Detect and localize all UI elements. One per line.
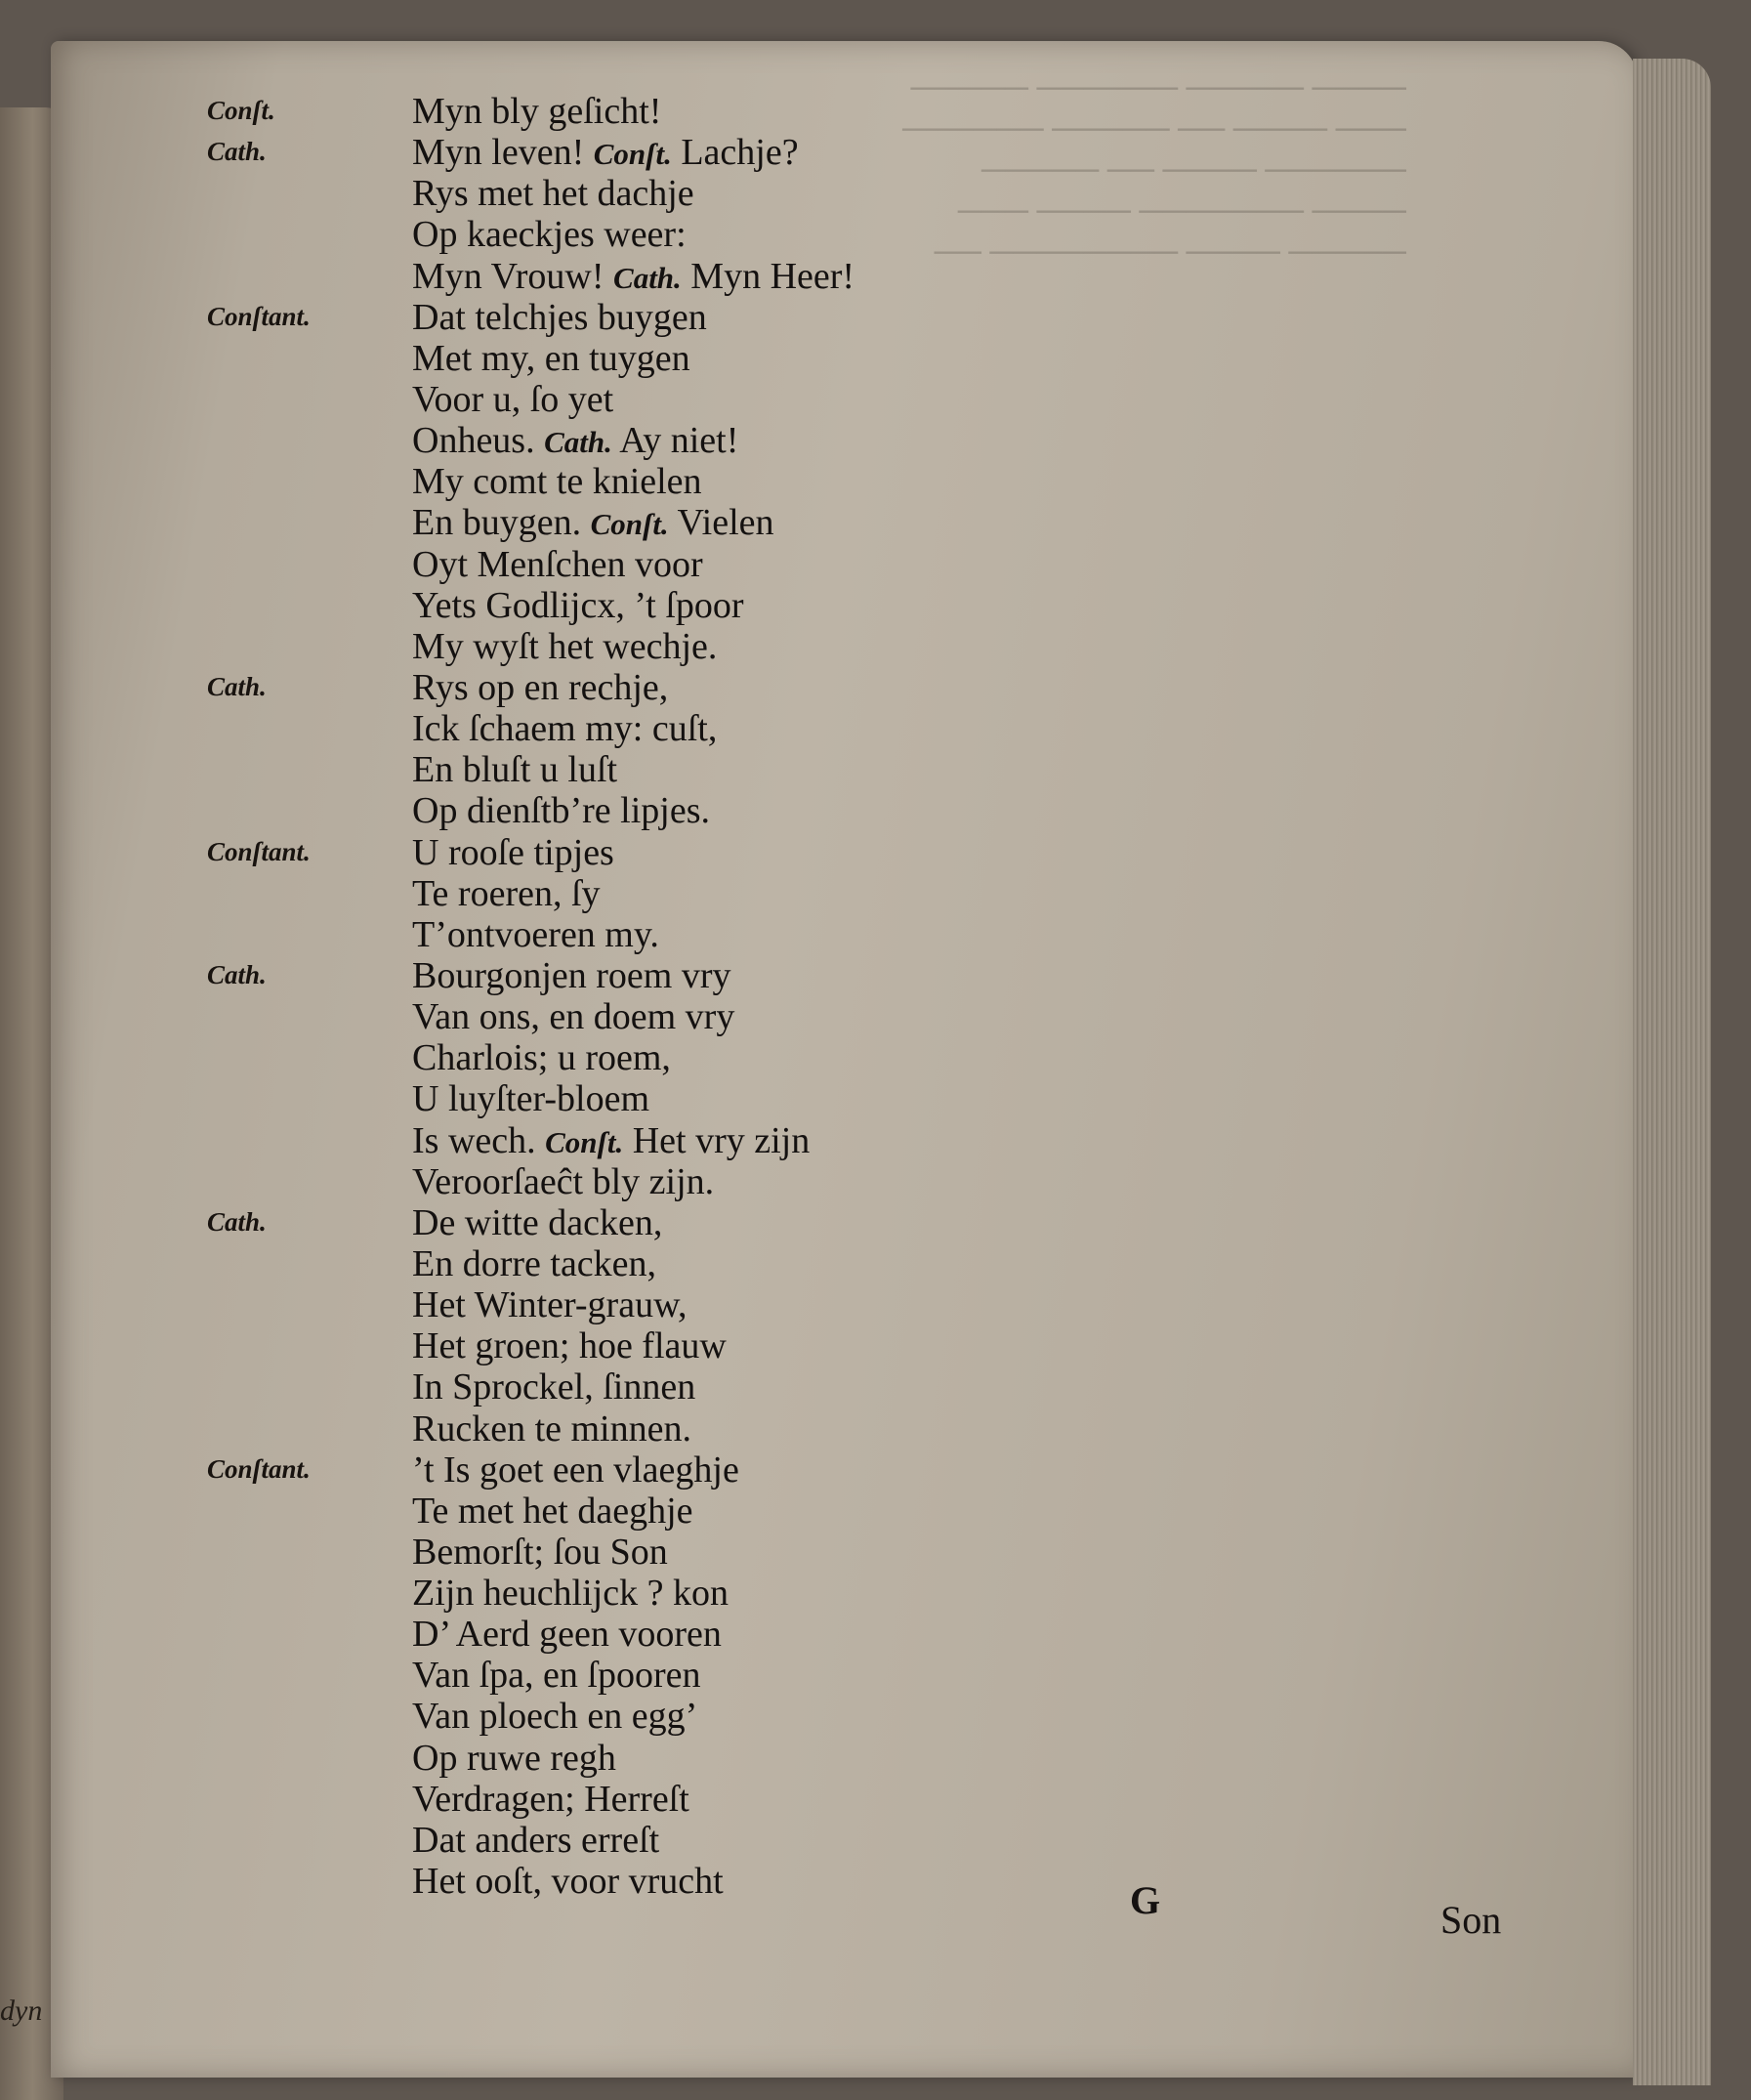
verse-segment: Myn Vrouw!	[412, 255, 614, 297]
verse-line	[207, 378, 969, 419]
verse-segment: Onheus.	[412, 420, 545, 462]
verse-text	[412, 1324, 727, 1367]
verse-text	[412, 255, 855, 298]
verse-text	[412, 1778, 689, 1821]
verse-text	[412, 789, 710, 832]
verse-segment: My comt te knielen	[412, 461, 702, 503]
verse-segment: Vielen	[668, 502, 774, 544]
page-stack-edge	[1633, 59, 1711, 2085]
verse-line	[207, 543, 969, 584]
verse-line	[207, 1160, 969, 1201]
verse-segment: En buygen.	[412, 502, 591, 544]
verse-text	[412, 831, 614, 874]
verse-text	[412, 213, 687, 256]
verse-text	[412, 1036, 671, 1079]
speaker-label: Conſt.	[207, 96, 275, 125]
verse-text	[412, 1160, 714, 1203]
verse-line	[207, 1242, 969, 1283]
verse-line	[207, 1860, 969, 1901]
show-through-text: ──── ───── ────── ───── ─── ──── ── ───── ────── ────── ──── ── ───── ──── ─────── ──── ─── ───── ──── ──────── ──	[902, 70, 1406, 271]
verse-text	[412, 1077, 649, 1120]
verse-segment: Myn Heer!	[681, 255, 855, 297]
verse-line	[207, 1077, 969, 1118]
verse-line	[207, 1819, 969, 1860]
verse-segment: Verdragen; Herreſt	[412, 1778, 689, 1820]
verse-line	[207, 1531, 969, 1572]
speaker-label: Cath.	[207, 959, 267, 989]
verse-text	[412, 748, 617, 791]
verse-segment: Dat anders erreſt	[412, 1819, 660, 1861]
verse-line	[207, 1324, 969, 1365]
verse-line	[207, 1365, 969, 1407]
verse-text	[412, 501, 774, 544]
verse-text	[412, 1654, 700, 1697]
facing-page-fragment: dyn	[0, 1995, 43, 2027]
verse-line	[207, 625, 969, 666]
verse-line	[207, 172, 969, 213]
verse-line	[207, 831, 969, 872]
inline-speaker-label: Cath.	[544, 425, 612, 460]
verse-segment: Myn leven!	[412, 132, 594, 174]
verse-line	[207, 666, 969, 707]
verse-line	[207, 1449, 969, 1490]
verse-segment: Oyt Menſchen voor	[412, 543, 703, 585]
speaker-label: Conſtant.	[207, 836, 311, 866]
inline-speaker-label: Conſt.	[590, 507, 669, 542]
verse-text	[412, 1695, 697, 1738]
verse-line	[207, 789, 969, 830]
verse-line	[207, 1695, 969, 1736]
verse-line	[207, 255, 969, 296]
verse-segment: Zijn heuchlijck ? kon	[412, 1573, 729, 1615]
verse-segment: Van ons, en doem vry	[412, 996, 735, 1038]
speaker-label: Cath.	[207, 137, 267, 167]
verse-segment: Te roeren, ſy	[412, 872, 601, 914]
verse-line	[207, 1201, 969, 1242]
verse-text	[412, 995, 734, 1038]
verse-segment: U rooſe tipjes	[412, 831, 614, 873]
verse-segment: In Sprockel, ſinnen	[412, 1366, 696, 1408]
verse-segment: Veroorſaeĉt bly zijn.	[412, 1160, 715, 1202]
verse-line	[207, 748, 969, 789]
verse-segment: Ay niet!	[611, 420, 739, 462]
verse-segment: D’ Aerd geen vooren	[412, 1614, 722, 1656]
verse-segment: Rys op en rechje,	[412, 666, 669, 708]
speaker-label: Conſtant.	[207, 301, 311, 331]
verse-segment: Het vry zijn	[623, 1119, 811, 1161]
signature-mark: G	[1130, 1878, 1161, 1922]
verse-text	[412, 1283, 688, 1326]
verse-column	[207, 90, 969, 1901]
verse-segment: Op kaeckjes weer:	[412, 214, 687, 256]
verse-line	[207, 419, 969, 460]
verse-line	[207, 501, 969, 542]
verse-text	[412, 913, 659, 956]
verse-text	[412, 1860, 724, 1903]
verse-line	[207, 1036, 969, 1077]
verse-segment: Te met het daeghje	[412, 1490, 693, 1532]
verse-text	[412, 584, 744, 627]
verse-text	[412, 1531, 668, 1574]
inline-speaker-label: Conſt.	[545, 1124, 624, 1159]
verse-text	[412, 296, 707, 339]
verse-line	[207, 1283, 969, 1324]
verse-segment: En dorre tacken,	[412, 1242, 657, 1284]
inline-speaker-label: Conſt.	[593, 137, 672, 172]
verse-segment: Rys met het dachje	[412, 173, 694, 215]
verse-segment: Op dienſtb’re lipjes.	[412, 790, 710, 832]
verse-line	[207, 954, 969, 995]
verse-text	[412, 337, 690, 380]
verse-text	[412, 419, 738, 462]
verse-text	[412, 1490, 693, 1533]
verse-segment: De witte dacken,	[412, 1201, 663, 1243]
verse-segment: En bluſt u luſt	[412, 749, 618, 791]
verse-text	[412, 131, 799, 174]
verse-segment: Bemorſt; ſou Son	[412, 1531, 668, 1573]
verse-line	[207, 1778, 969, 1819]
verse-text	[412, 666, 668, 709]
verse-line	[207, 1572, 969, 1613]
verse-line	[207, 707, 969, 748]
verse-line	[207, 213, 969, 254]
verse-line	[207, 1613, 969, 1654]
verse-segment: Yets Godlijcx, ’t ſpoor	[412, 584, 744, 626]
verse-line	[207, 1490, 969, 1531]
verse-segment: Is wech.	[412, 1119, 546, 1161]
verse-segment: Op ruwe regh	[412, 1737, 616, 1779]
verse-segment: Het ooſt, voor vrucht	[412, 1861, 724, 1903]
catchword: Son	[1440, 1898, 1502, 1942]
verse-segment: Van ploech en egg’	[412, 1696, 698, 1738]
verse-text	[412, 1572, 729, 1615]
verse-text	[412, 625, 717, 668]
verse-segment: Dat telchjes buygen	[412, 296, 707, 338]
verse-text	[412, 872, 601, 915]
verse-text	[412, 1365, 695, 1408]
verse-text	[412, 1407, 691, 1450]
verse-text	[412, 90, 661, 133]
verse-line	[207, 1407, 969, 1449]
verse-line	[207, 90, 969, 131]
verse-text	[412, 1119, 810, 1162]
verse-line	[207, 584, 969, 625]
verse-text	[412, 543, 703, 586]
verse-text	[412, 1242, 656, 1285]
verse-line	[207, 1654, 969, 1695]
verse-line	[207, 296, 969, 337]
verse-segment: My wyſt het wechje.	[412, 625, 718, 667]
verse-text	[412, 460, 702, 503]
verse-segment: ’t Is goet een vlaeghje	[412, 1449, 739, 1491]
verse-segment: Rucken te minnen.	[412, 1407, 691, 1449]
verse-segment: Het groen; hoe flauw	[412, 1325, 727, 1367]
speaker-label: Cath.	[207, 1206, 267, 1237]
verse-line	[207, 995, 969, 1036]
verse-segment: Voor u, ſo yet	[412, 378, 614, 420]
verse-segment: U luyſter-bloem	[412, 1078, 650, 1120]
verse-segment: Ick ſchaem my: cuſt,	[412, 708, 718, 750]
verse-line	[207, 1737, 969, 1778]
verse-segment: Met my, en tuygen	[412, 337, 690, 379]
verse-segment: Het Winter-grauw,	[412, 1284, 688, 1326]
verse-text	[412, 707, 717, 750]
verse-text	[412, 172, 694, 215]
verse-segment: Lachje?	[671, 132, 799, 174]
verse-line	[207, 337, 969, 378]
verse-text	[412, 1737, 616, 1780]
verse-line	[207, 131, 969, 172]
verse-segment: Bourgonjen roem vry	[412, 954, 731, 996]
verse-segment: T’ontvoeren my.	[412, 913, 659, 955]
verse-line	[207, 460, 969, 501]
verse-line	[207, 1119, 969, 1160]
verse-text	[412, 1201, 662, 1244]
inline-speaker-label: Cath.	[613, 260, 682, 295]
verse-segment: Myn bly geſicht!	[412, 91, 662, 132]
verse-line	[207, 913, 969, 954]
verse-segment: Charlois; u roem,	[412, 1037, 671, 1079]
verse-text	[412, 1449, 739, 1491]
speaker-label: Cath.	[207, 671, 267, 701]
verse-text	[412, 378, 613, 421]
speaker-label: Conſtant.	[207, 1453, 311, 1484]
verse-text	[412, 954, 730, 997]
verse-segment: Van ſpa, en ſpooren	[412, 1655, 701, 1697]
verse-text	[412, 1819, 659, 1862]
verse-text	[412, 1613, 722, 1656]
verse-line	[207, 872, 969, 913]
